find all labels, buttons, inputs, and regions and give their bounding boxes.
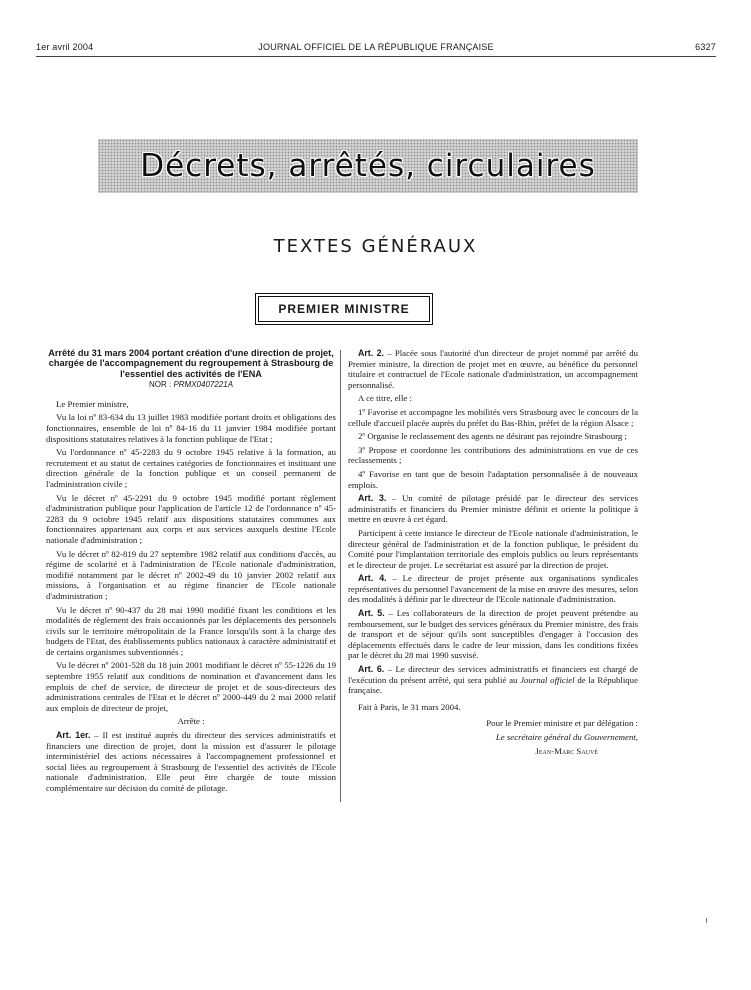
article-text: – Il est institué auprès du directeur des services administratifs et financiers une direction de projet, dont la mission est d'assurer le pilotage interministériel des actions nécessaires à l'accompagnement professionnel et social liées au regroupement à Strasbourg de l'essentiel des activités de l'Ecole nationale d'administration. Elle peut être chargée de toute mission complémentaire sur décision du comité de pilotage. [46,730,336,793]
list-item: 3º Propose et coordonne les contributions des administrations en vue de ces reclassements ; [348,444,638,466]
nor-code: PRMX0407221A [173,380,234,390]
article-label: Art. 6. [358,664,385,675]
nor-line [46,380,336,391]
article-1 [46,730,336,794]
visa-paragraph: Vu l'ordonnance nº 45-2283 du 9 octobre 1945 relative à la formation, au recrutement et au statut de certaines catégories de fonctionnaires et instituant une direction générale de la fonction publique et un conseil permanent de l'administration civile ; [46,447,336,489]
visa-paragraph: Vu le décret nº 2001-528 du 18 juin 2001 modifiant le décret nº 55-1226 du 19 septembre 1955 relatif aux conditions de nomination et d'avancement dans les emplois de chef de service, de directeur de projet et de sous-directeurs des administrations centrales de l'Etat et le décret nº 2000-449 du 2 mai 2000 relatif aux emplois de directeur de projet, [46,660,336,713]
page-header [36,42,716,56]
issue-date: 1er avril 2004 [36,42,94,52]
visa-paragraph: Vu le décret nº 45-2291 du 9 octobre 1945 modifié portant règlement d'administration publique pour l'application de l'article 12 de l'ordonnance nº 45-2283 du 9 octobre 1945 relatif aux dispositions statutaires communes aux fonctionnaires appartenant aux corps et aux services auxquels destine l'Ecole nationale d'administration ; [46,492,336,545]
journal-title: JOURNAL OFFICIEL DE LA RÉPUBLIQUE FRANÇAISE [258,42,494,52]
article-text-end: de la République française. [348,674,638,696]
ministry-box [258,296,430,322]
list-item: 4º Favorise en tant que de besoin l'adaptation personnalisée à de nouveaux emplois. [348,468,638,490]
premier-ministre-line: Le Premier ministre, [56,398,129,409]
list-intro: A ce titre, elle : [358,393,412,404]
article-text: – Le directeur des services administratifs et financiers est chargé de l'exécution du présent arrêté, qui sera publié au [348,664,638,685]
article-label: Art. 1er. [56,730,91,741]
right-column [348,348,638,759]
visa-paragraph: Vu le décret nº 90-437 du 28 mai 1990 modifié fixant les conditions et les modalités de règlement des frais occasionnés par les déplacements des personnels civils sur le territoire métropolitain de la France lorsqu'ils sont à la charge des budgets de l'Etat, des établissements publics nationaux à caractère administratif et de certains organismes subventionnés ; [46,604,336,657]
signature-title: Le secrétaire général du Gouvernement, [495,732,638,742]
journal-officiel-italic: Journal officiel [520,674,575,685]
arrete-line: Arrête : [177,716,205,727]
fait-line: Fait à Paris, le 31 mars 2004. [358,701,461,712]
article-label: Art. 3. [358,493,387,504]
article-4 [348,573,638,605]
nor-label: NOR : [148,380,172,390]
article-6 [348,664,638,696]
page-number: 6327 [695,42,716,52]
article-text: – Le directeur de projet présente aux organisations syndicales représentatives du personnel l'avancement de la mise en œuvre des mesures, selon des modalités à définir par le directeur de l'Ecole nationale d'administration. [348,573,638,605]
list-item: 1º Favorise et accompagne les mobilités vers Strasbourg avec le concours de la cellule d'accueil placée auprès du préfet du Bas-Rhin, préfet de la région Alsace ; [348,406,638,428]
left-column [46,348,336,797]
section-title: TEXTES GÉNÉRAUX [273,236,478,257]
article-3-paragraph: Participent à cette instance le directeur de l'Ecole nationale d'administration, le directeur général de l'administration et de la fonction publique, le président du Comité pour l'implantation territoriale des emplois publics ou leurs représentants et le directeur de projet. Le secrétariat est assuré par la direction de projet. [348,527,638,570]
article-label: Art. 4. [358,573,387,584]
article-label: Art. 5. [358,608,385,619]
article-text: – Un comité de pilotage présidé par le directeur des services administratifs et financiers du Premier ministre définit et oriente la politique à mettre en œuvre à cet égard. [348,493,639,525]
column-divider [340,350,341,802]
article-text: – Placée sous l'autorité d'un directeur de projet nommé par arrêté du Premier ministre, la direction de projet met en œuvre, au bénéfice du personnel titulaire et contractuel de l'Ecole nationale d'administration, un accompagnement personnalisé. [348,348,638,390]
decree-title: Arrêté du 31 mars 2004 portant création d'une direction de projet, chargée de l'accompagnement du regroupement à Strasbourg de l'essentiel des activités de l'ENA [48,348,334,379]
scan-mark [706,918,707,923]
signature-name: Jean-Marc Sauvé [535,745,598,756]
list-item: 2º Organise le reclassement des agents ne désirant pas rejoindre Strasbourg ; [358,431,627,442]
visa-paragraph: Vu la loi nº 83-634 du 13 juillet 1983 modifiée portant droits et obligations des fonctionnaires, ensemble de loi nº 84-16 du 11 janvier 1984 modifiée portant dispositions statutaires relatives à la fonction publique de l'Etat ; [46,412,336,444]
article-label: Art. 2. [358,348,384,358]
banner-title: Décrets, arrêtés, circulaires [140,148,596,184]
header-rule [36,56,716,57]
signature-intro: Pour le Premier ministre et par délégation : [486,718,638,729]
section-banner [98,139,638,193]
ministry-label: PREMIER MINISTRE [278,302,410,316]
article-2 [348,348,638,390]
article-5 [348,608,638,661]
article-3 [348,493,638,525]
visa-paragraph: Vu le décret nº 82-819 du 27 septembre 1982 relatif aux conditions d'accès, au régime de scolarité et à l'administration de l'Ecole nationale d'administration, modifié notamment par le décret nº 2002-49 du 10 janvier 2002 relatif aux missions, à l'organisation et au régime financier de l'Ecole nationale d'administration ; [46,548,336,601]
article-text: – Les collaborateurs de la direction de projet peuvent prétendre au remboursement, sur le budget des services généraux du Premier ministre, des frais de transport et de séjour qu'ils sont susceptibles d'engager à l'occasion des déplacements effectués dans le cadre de leur mission, dans les conditions fixées par le décret du 28 mai 1990 susvisé. [348,608,639,661]
